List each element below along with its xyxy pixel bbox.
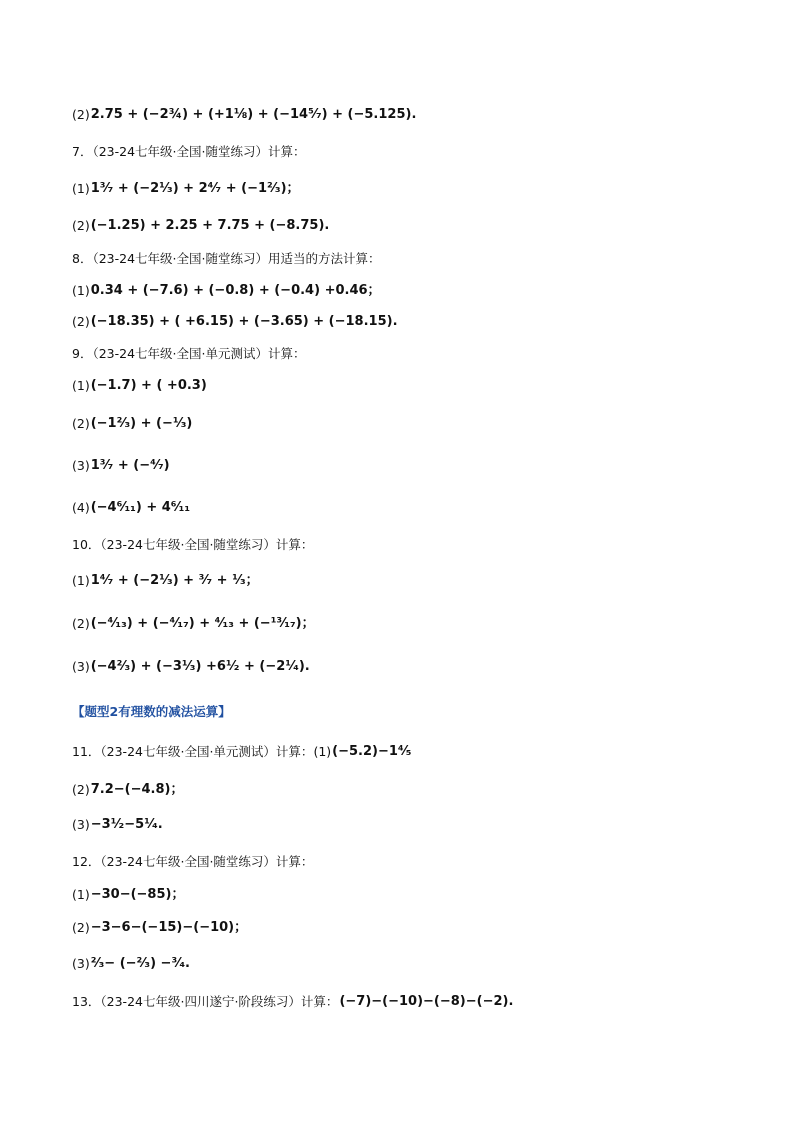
math-expression: (−1²⁄₃) + (−¹⁄₃): [90, 416, 193, 431]
section-bracket-close: 】: [218, 704, 231, 719]
subproblem-line: [72, 884, 184, 906]
subproblem-label: (1): [72, 181, 90, 196]
subproblem-label: (3): [72, 817, 90, 832]
math-expression: −3−6−(−15)−(−10)；: [90, 920, 248, 935]
subproblem-line: [72, 953, 190, 975]
math-expression: (−18.35) + ( +6.15) + (−3.65) + (−18.15).: [90, 314, 398, 329]
question-text: 11．（23-24七年级·全国·单元测试）计算：: [72, 744, 314, 759]
subproblem-label: (4): [72, 500, 90, 515]
section-bracket-open: 【: [72, 704, 85, 719]
subproblem-label: (2): [72, 107, 90, 122]
math-expression: 1³⁄₇ + (−2¹⁄₃) + 2⁴⁄₇ + (−1²⁄₃)；: [90, 181, 300, 196]
subproblem-line: [72, 280, 381, 302]
subproblem-label: (1): [313, 744, 332, 759]
subproblem-label: (2): [72, 920, 90, 935]
math-expression: (−4²⁄₃) + (−3¹⁄₃) +6¹⁄₂ + (−2¹⁄₄).: [90, 659, 310, 674]
subproblem-label: (3): [72, 458, 90, 473]
subproblem-line: [72, 215, 329, 237]
question-heading: [72, 741, 411, 763]
subproblem-line: [72, 570, 259, 592]
subproblem-line: [72, 656, 310, 678]
subproblem-label: (3): [72, 956, 90, 971]
question-text: 8．（23-24七年级·全国·随堂练习）用适当的方法计算：: [72, 251, 381, 266]
question-heading: [72, 534, 313, 556]
math-expression: −3¹⁄₂−5¹⁄₄.: [90, 817, 163, 832]
math-expression: (−1.25) + 2.25 + 7.75 + (−8.75).: [90, 218, 330, 233]
subproblem-line: [72, 814, 163, 836]
subproblem-label: (1): [72, 887, 90, 902]
question-heading: [72, 248, 380, 270]
subproblem-label: (1): [72, 378, 90, 393]
subproblem-line: [72, 455, 170, 477]
subproblem-line: [72, 779, 183, 801]
subproblem-line: [72, 311, 398, 333]
question-text: 12．（23-24七年级·全国·随堂练习）计算：: [72, 854, 314, 869]
math-expression: (−4⁶⁄₁₁) + 4⁶⁄₁₁: [90, 500, 191, 515]
question-text: 10．（23-24七年级·全国·随堂练习）计算：: [72, 537, 314, 552]
subproblem-label: (2): [72, 218, 90, 233]
math-expression: 2.75 + (−2¾) + (+1⅛) + (−14⁵⁄₇) + (−5.125).: [90, 107, 417, 122]
subproblem-label: (1): [72, 573, 90, 588]
section-number: 题型2: [84, 704, 119, 719]
question-heading: [72, 851, 313, 873]
math-expression: (−5.2)−1⁴⁄₅: [332, 744, 412, 759]
subproblem-label: (2): [72, 782, 90, 797]
question-heading: [72, 343, 305, 365]
math-expression: (−1.7) + ( +0.3): [90, 378, 207, 393]
math-expression: (−⁴⁄₁₃) + (−⁴⁄₁₇) + ⁴⁄₁₃ + (−¹³⁄₁₇)；: [90, 616, 315, 631]
question-text: 7．（23-24七年级·全国·随堂练习）计算：: [72, 144, 306, 159]
subproblem-line: [72, 917, 247, 939]
subproblem-line: [72, 413, 192, 435]
question-text: 13．（23-24七年级·四川遂宁·阶段练习）计算：: [72, 994, 339, 1009]
math-expression: 1³⁄₇ + (−⁴⁄₇): [90, 458, 170, 473]
subproblem-label: (2): [72, 616, 90, 631]
subproblem-label: (3): [72, 659, 90, 674]
subproblem-line: [72, 104, 416, 126]
subproblem-label: (1): [72, 283, 90, 298]
subproblem-label: (2): [72, 416, 90, 431]
math-expression: 1⁴⁄₇ + (−2¹⁄₃) + ³⁄₇ + ¹⁄₃；: [90, 573, 259, 588]
question-text: 9．（23-24七年级·全国·单元测试）计算：: [72, 346, 306, 361]
subproblem-line: [72, 613, 315, 635]
section-title: 有理数的减法运算: [118, 704, 219, 719]
math-expression: 0.34 + (−7.6) + (−0.8) + (−0.4) +0.46；: [90, 283, 381, 298]
question-heading: [72, 991, 513, 1013]
subproblem-label: (2): [72, 314, 90, 329]
subproblem-line: [72, 375, 207, 397]
math-expression: ²⁄₃− (−²⁄₃) −³⁄₄.: [90, 956, 190, 971]
math-expression: 7.2−(−4.8)；: [90, 782, 184, 797]
subproblem-line: [72, 178, 300, 200]
subproblem-line: [72, 497, 190, 519]
math-expression: (−7)−(−10)−(−8)−(−2).: [339, 994, 514, 1009]
math-expression: −30−(−85)；: [90, 887, 185, 902]
question-heading: [72, 141, 305, 163]
section-heading: [72, 701, 231, 723]
